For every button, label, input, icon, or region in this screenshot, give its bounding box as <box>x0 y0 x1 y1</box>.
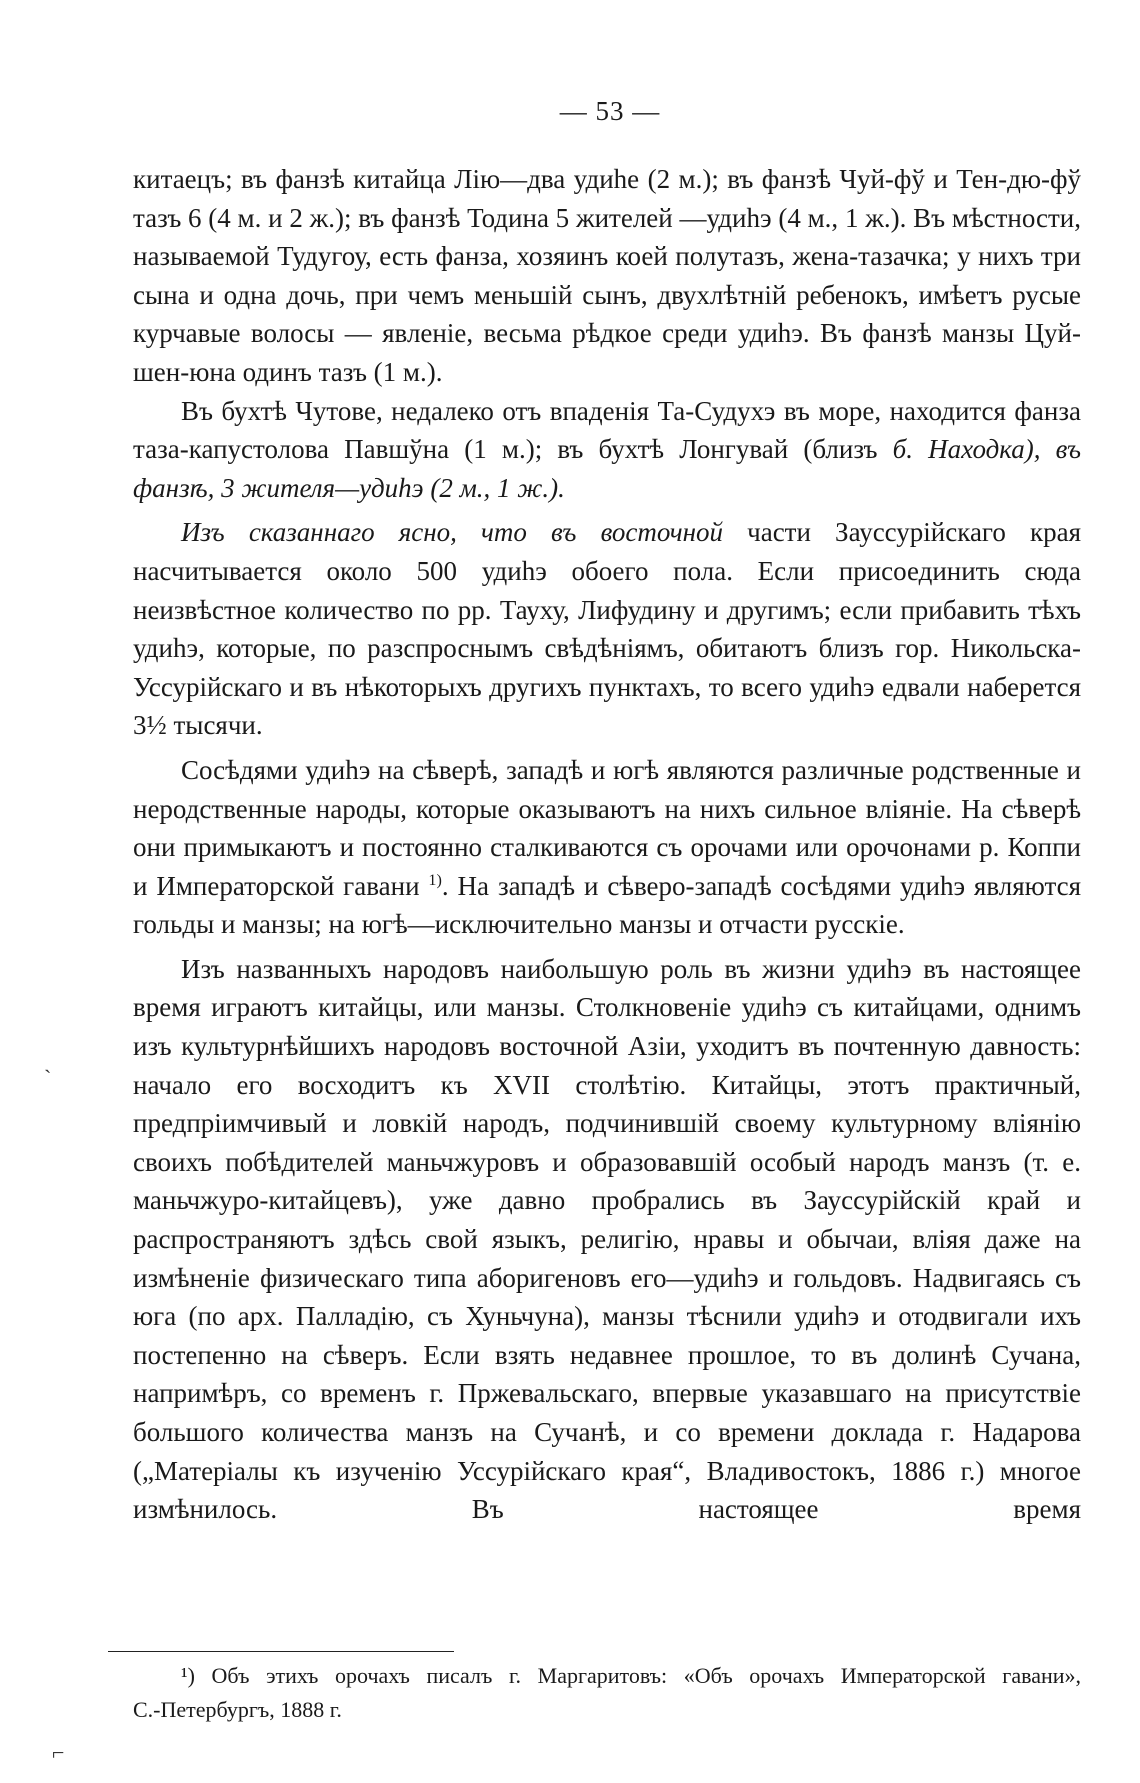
body-text <box>133 160 1081 1529</box>
footnote-marker: ¹) <box>181 1663 195 1688</box>
paragraph-4-text-after: . На западѣ и сѣверо-западѣ сосѣдями удиһэ являются гольды и манзы; на югѣ—исключительно манзы и отчасти русскіе. <box>133 870 1081 940</box>
margin-mark-icon: ˏ <box>44 1048 52 1073</box>
paragraph-2 <box>133 392 1081 508</box>
footnote-reference[interactable]: 1) <box>428 870 442 889</box>
paragraph-2-text: Въ бухтѣ Чутове, недалеко отъ впаденія Та-Судухэ въ море, находится фанза таза-капустолова Павшўна (1 м.); въ бухтѣ Лонгувай (близъ <box>133 395 1081 465</box>
page-number: — 53 — <box>559 96 661 126</box>
footnote-line-1 <box>133 1659 1081 1693</box>
footnote-divider <box>108 1651 454 1652</box>
paragraph-3 <box>133 513 1081 745</box>
paragraph-5: Изъ названныхъ народовъ наибольшую роль въ жизни удиһэ въ настоящее время играютъ китайцы, или манзы. Столкновеніе удиһэ съ китайцами, однимъ изъ культурнѣйшихъ народовъ восточной Азіи, уходитъ въ почтенную давность: начало его восходитъ къ XVII столѣтію. Китайцы, этотъ практичный, предпріимчивый и ловкій народъ, подчинившій своему культурному вліянію своихъ побѣдителей маньчжуровъ и образовавшій особый народъ манзъ (т. е. маньчжуро-китайцевъ), уже давно пробрались въ Зауссурійскій край и распространяютъ здѣсь свой языкъ, религію, нравы и обычаи, вліяя даже на измѣненіе физическаго типа аборигеновъ его—удиһэ и гольдовъ. Надвигаясь съ юга (по арх. Палладію, съ Хуньчуна), манзы тѣснили удиһэ и отодвигали ихъ постепенно на сѣверъ. Если взять недавнее прошлое, то въ долинѣ Сучана, напримѣръ, со временъ г. Пржевальскаго, впервые указавшаго на присутствіе большого количества манзъ на Сучанѣ, и со времени доклада г. Надарова („Матеріалы къ изученію Уссурійскаго края“, Владивостокъ, 1886 г.) многое измѣнилось. Въ настоящее время <box>133 953 1081 1525</box>
paragraph-2-italic-tail: б. Находка), въ фанзѣ, 3 жителя—удиһэ (2 м., 1 ж.). <box>133 434 1081 503</box>
footnote-line-2: С.-Петербургъ, 1888 г. <box>133 1697 342 1722</box>
footnote-text-1: Объ этихъ орочахъ писалъ г. Маргаритовъ: «Объ орочахъ Императорской гавани», <box>211 1663 1082 1688</box>
footnote <box>133 1659 1081 1727</box>
corner-scratch-icon: ⌐ <box>52 1740 65 1765</box>
paragraph-3-text: части Зауссурійскаго края насчитывается около 500 удиһэ обоего пола. Если присоединить сюда неизвѣстное количество по рр. Тауху, Лифудину и другимъ; если прибавить тѣхъ удиһэ, которые, по разспроснымъ свѣдѣніямъ, обитаютъ близъ гор. Никольска-Уссурійскаго и въ нѣкоторыхъ другихъ пунктахъ, то всего удиһэ едвали наберется 3½ тысячи. <box>133 517 1081 741</box>
paragraph-1: китаецъ; въ фанзѣ китайца Лію—два удиһе (2 м.); въ фанзѣ Чуй-фў и Тен-дю-фў тазъ 6 (4 м. и 2 ж.); въ фанзѣ Тодина 5 жителей —удиһэ (4 м., 1 ж.). Въ мѣстности, называемой Тудугоу, есть фанза, хозяинъ коей полутазъ, жена-тазачка; у нихъ три сына и одна дочь, при чемъ меньшій сынъ, двухлѣтній ребенокъ, имѣетъ русые курчавые волосы — явленіе, весьма рѣдкое среди удиһэ. Въ фанзѣ манзы Цуй-шен-юна одинъ тазъ (1 м.). <box>133 164 1081 387</box>
paragraph-4 <box>133 751 1081 944</box>
paragraph-4-text-before: Сосѣдями удиһэ на сѣверѣ, западѣ и югѣ являются различные родственные и неродственные народы, которые оказываютъ на нихъ сильное вліяніе. На сѣверѣ они примыкаютъ и постоянно сталкиваются съ орочами или орочонами р. Коппи и Императорской гавани <box>133 754 1081 901</box>
paragraph-3-italic-head: Изъ сказаннаго ясно, что въ восточной <box>181 517 723 548</box>
